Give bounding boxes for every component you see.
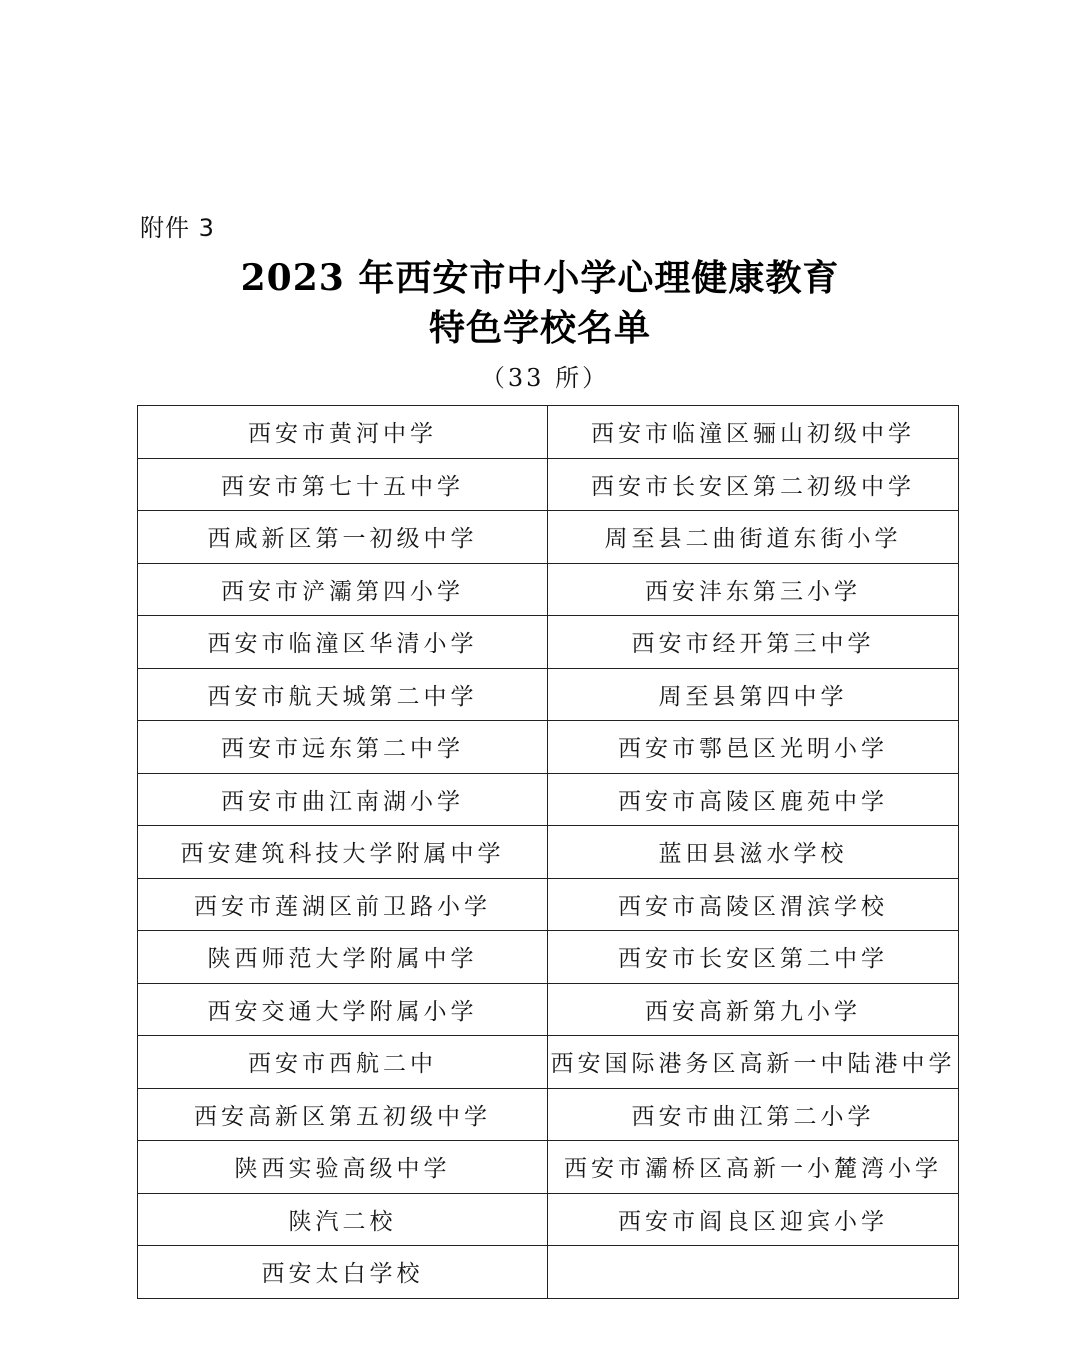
table-row xyxy=(138,668,959,721)
school-cell: 西安市曲江第二小学 xyxy=(548,1088,959,1141)
school-cell: 西安市长安区第二中学 xyxy=(548,931,959,984)
school-cell: 西安市高陵区渭滨学校 xyxy=(548,878,959,931)
school-cell: 西安市曲江南湖小学 xyxy=(138,773,548,826)
empty-cell xyxy=(548,1246,959,1299)
school-cell: 蓝田县滋水学校 xyxy=(548,826,959,879)
school-cell: 西安市经开第三中学 xyxy=(548,616,959,669)
school-cell: 西安市浐灞第四小学 xyxy=(138,563,548,616)
school-cell: 西安市长安区第二初级中学 xyxy=(548,458,959,511)
school-cell: 西安太白学校 xyxy=(138,1246,548,1299)
school-cell: 西安市临潼区骊山初级中学 xyxy=(548,406,959,459)
school-cell: 西安高新第九小学 xyxy=(548,983,959,1036)
table-row xyxy=(138,1036,959,1089)
table-row xyxy=(138,878,959,931)
table-row xyxy=(138,1193,959,1246)
table-row xyxy=(138,458,959,511)
school-cell: 陕西实验高级中学 xyxy=(138,1141,548,1194)
school-cell: 西安交通大学附属小学 xyxy=(138,983,548,1036)
school-cell: 西安市莲湖区前卫路小学 xyxy=(138,878,548,931)
school-cell: 西安国际港务区高新一中陆港中学 xyxy=(548,1036,959,1089)
page-title-line-2: 特色学校名单 xyxy=(428,307,651,349)
school-cell: 陕西师范大学附属中学 xyxy=(138,931,548,984)
school-cell: 西安市灞桥区高新一小麓湾小学 xyxy=(548,1141,959,1194)
school-cell: 西安市第七十五中学 xyxy=(138,458,548,511)
table-row xyxy=(138,773,959,826)
attachment-label: 附件 3 xyxy=(140,214,215,242)
school-cell: 西安市远东第二中学 xyxy=(138,721,548,774)
school-cell: 西安市西航二中 xyxy=(138,1036,548,1089)
table-row xyxy=(138,826,959,879)
table-row xyxy=(138,721,959,774)
school-count-note: （33 所） xyxy=(480,364,610,392)
school-cell: 西咸新区第一初级中学 xyxy=(138,511,548,564)
school-cell: 西安市黄河中学 xyxy=(138,406,548,459)
school-cell: 西安市航天城第二中学 xyxy=(138,668,548,721)
school-cell: 西安沣东第三小学 xyxy=(548,563,959,616)
table-row xyxy=(138,563,959,616)
school-cell: 西安市临潼区华清小学 xyxy=(138,616,548,669)
school-cell: 西安市鄠邑区光明小学 xyxy=(548,721,959,774)
school-cell: 周至县二曲街道东街小学 xyxy=(548,511,959,564)
school-cell: 西安建筑科技大学附属中学 xyxy=(138,826,548,879)
table-row xyxy=(138,983,959,1036)
school-cell: 周至县第四中学 xyxy=(548,668,959,721)
table-row xyxy=(138,1246,959,1299)
table-row xyxy=(138,1141,959,1194)
table-row xyxy=(138,1088,959,1141)
table-row xyxy=(138,511,959,564)
table-row xyxy=(138,406,959,459)
school-cell: 西安市高陵区鹿苑中学 xyxy=(548,773,959,826)
school-cell: 西安高新区第五初级中学 xyxy=(138,1088,548,1141)
school-cell: 陕汽二校 xyxy=(138,1193,548,1246)
school-cell: 西安市阎良区迎宾小学 xyxy=(548,1193,959,1246)
school-list-table xyxy=(137,405,959,1299)
table-row xyxy=(138,931,959,984)
table-row xyxy=(138,616,959,669)
page-title-line-1: 2023 年西安市中小学心理健康教育 xyxy=(240,257,840,299)
